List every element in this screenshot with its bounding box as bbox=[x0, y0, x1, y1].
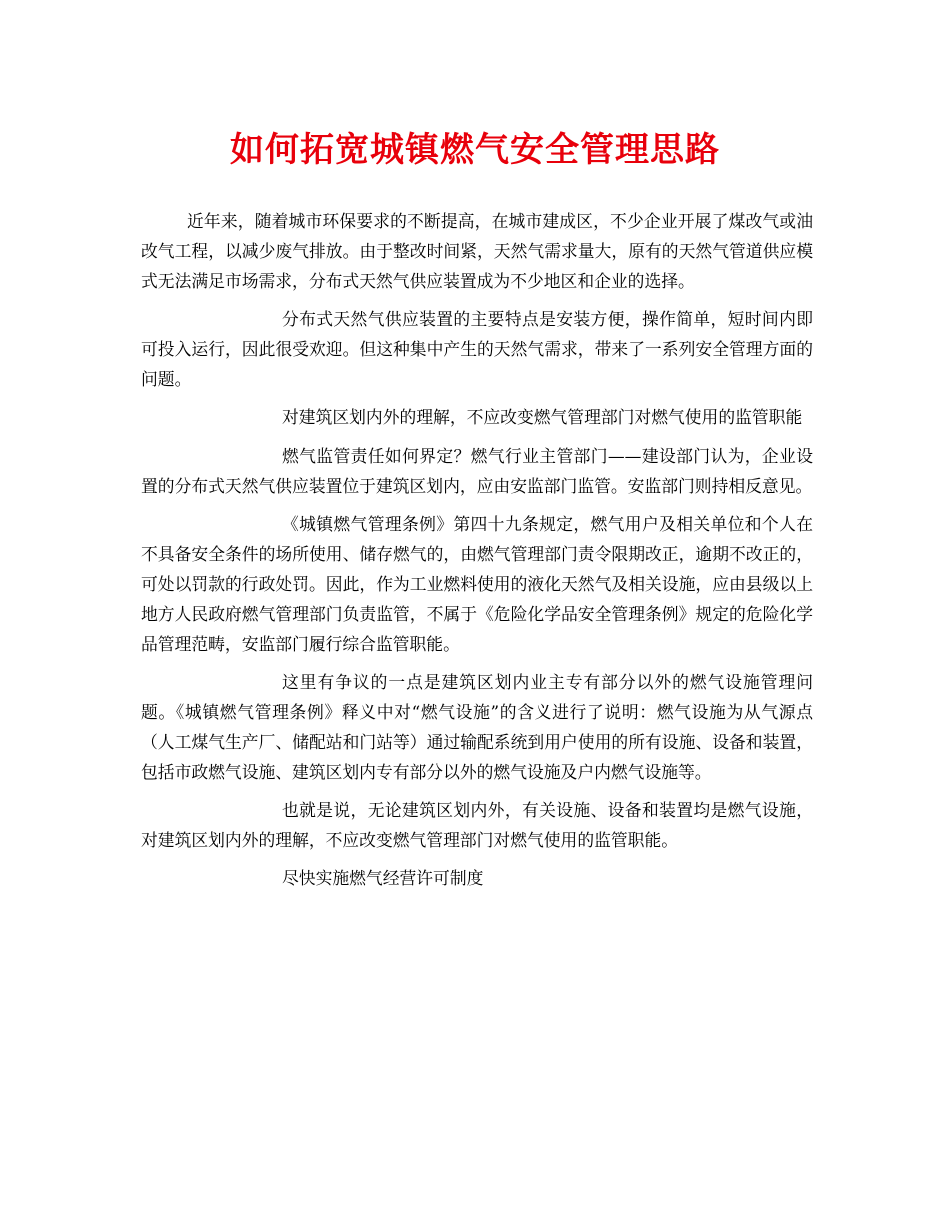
paragraph: 燃气监管责任如何界定？燃气行业主管部门——建设部门认为，企业设置的分布式天然气供应装置位于建筑区划内，应由安监部门监管。安监部门则持相反意见。 bbox=[141, 445, 813, 496]
paragraph: 《城镇燃气管理条例》第四十九条规定，燃气用户及相关单位和个人在不具备安全条件的场所使用、储存燃气的，由燃气管理部门责令限期改正，逾期不改正的，可处以罚款的行政处罚。因此，作为工业燃料使用的液化天然气及相关设施，应由县级以上地方人民政府燃气管理部门负责监管，不属于《危险化学品安全管理条例》规定的危险化学品管理范畴，安监部门履行综合监管职能。 bbox=[141, 513, 813, 654]
paragraph: 也就是说，无论建筑区划内外，有关设施、设备和装置均是燃气设施，对建筑区划内外的理解，不应改变燃气管理部门对燃气使用的监管职能。 bbox=[141, 800, 813, 851]
section-heading: 对建筑区划内外的理解，不应改变燃气管理部门对燃气使用的监管职能 bbox=[282, 407, 803, 428]
paragraph: 近年来，随着城市环保要求的不断提高，在城市建成区，不少企业开展了煤改气或油改气工程，以减少废气排放。由于整改时间紧，天然气需求量大，原有的天然气管道供应模式无法满足市场需求，分布式天然气供应装置成为不少地区和企业的选择。 bbox=[141, 211, 813, 291]
section-heading: 尽快实施燃气经营许可制度 bbox=[282, 868, 484, 889]
paragraph: 这里有争议的一点是建筑区划内业主专有部分以外的燃气设施管理问题。《城镇燃气管理条例》释义中对“燃气设施”的含义进行了说明：燃气设施为从气源点（人工煤气生产厂、储配站和门站等）通过输配系统到用户使用的所有设施、设备和装置，包括市政燃气设施、建筑区划内专有部分以外的燃气设施及户内燃气设施等。 bbox=[141, 671, 813, 782]
document-body bbox=[141, 206, 813, 893]
document-title: 如何拓宽城镇燃气安全管理思路 bbox=[230, 130, 720, 170]
paragraph: 分布式天然气供应装置的主要特点是安装方便，操作简单，短时间内即可投入运行，因此很受欢迎。但这种集中产生的天然气需求，带来了一系列安全管理方面的问题。 bbox=[141, 309, 813, 390]
